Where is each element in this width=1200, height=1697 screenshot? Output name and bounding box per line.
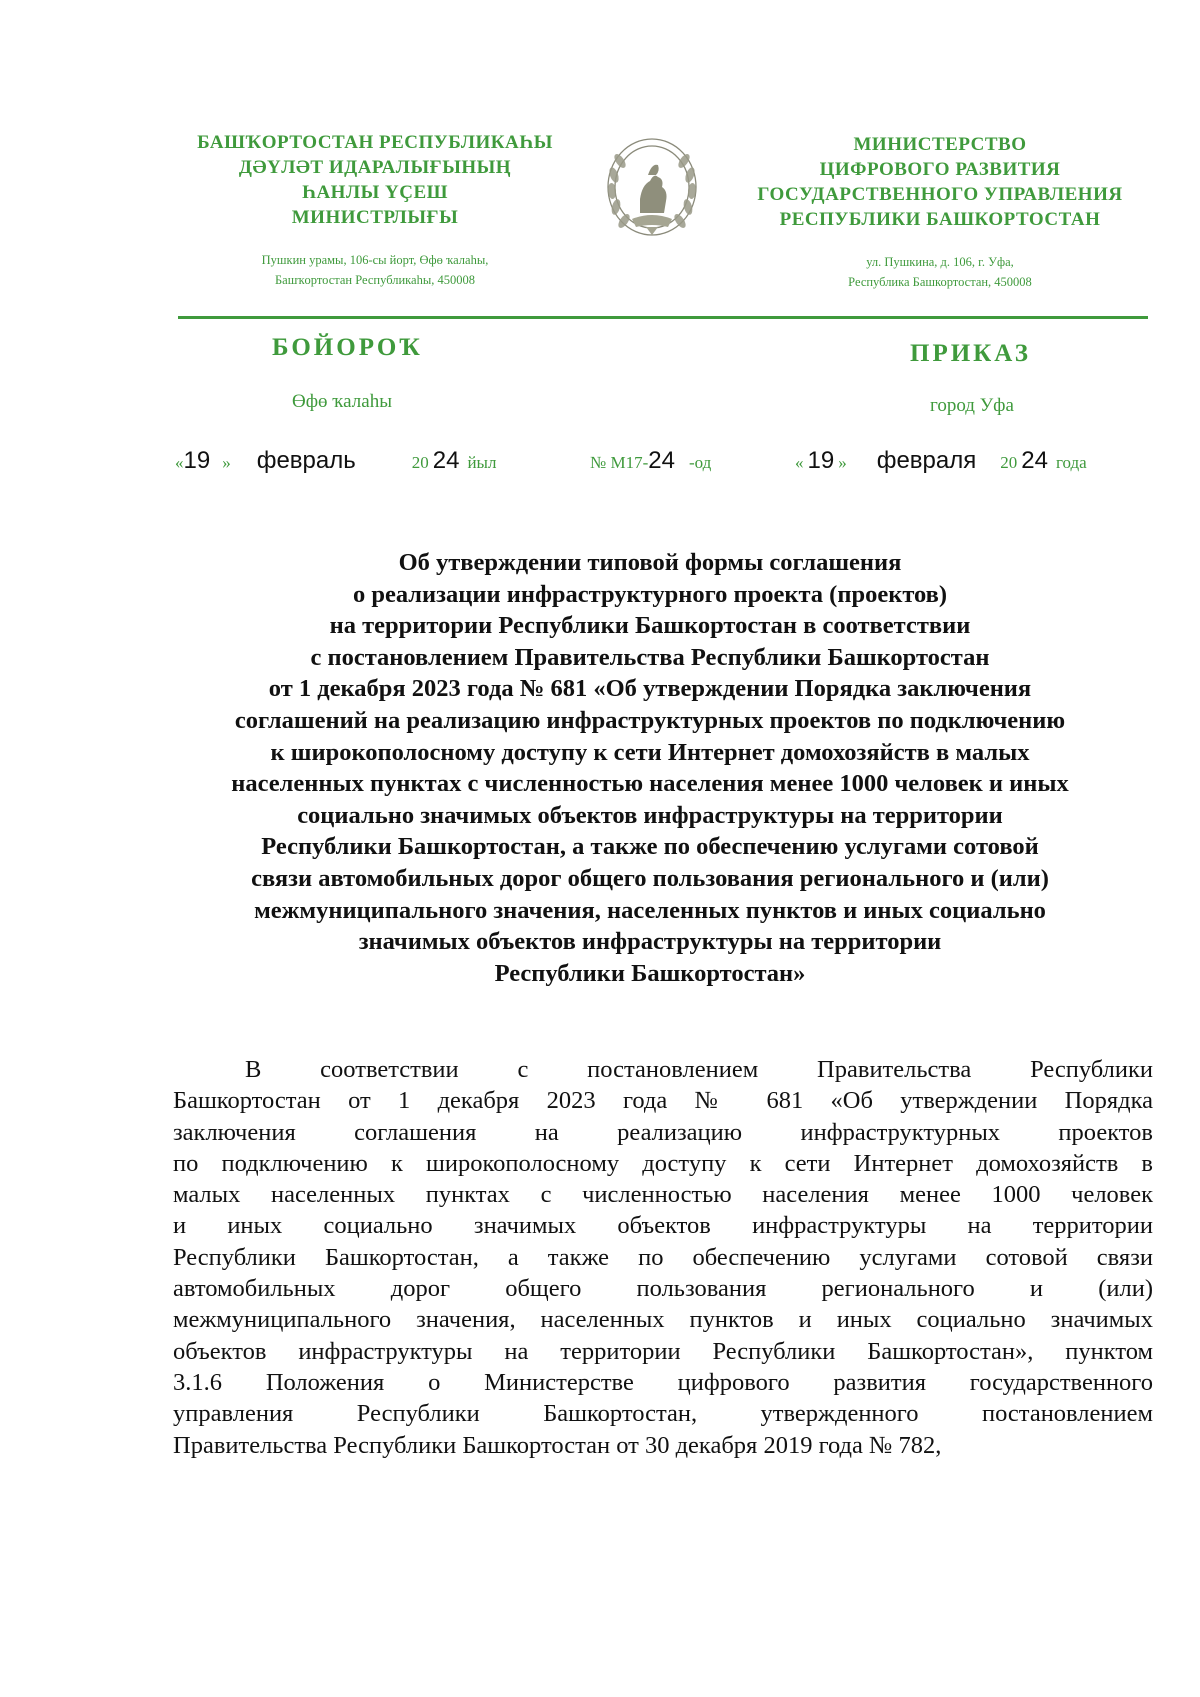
order-number bbox=[590, 447, 711, 477]
bashkortostan-emblem-icon bbox=[602, 135, 702, 243]
order-word-bashkir: БОЙОРОҠ bbox=[272, 334, 423, 361]
letterhead-right-address bbox=[730, 252, 1150, 292]
number-prefix: № М17- bbox=[590, 453, 649, 472]
quote-close: » bbox=[222, 453, 231, 472]
title-line: с постановлением Правительства Республики Башкортостан bbox=[310, 643, 990, 671]
body-paragraph bbox=[173, 1054, 1153, 1461]
year-prefix: 20 bbox=[1000, 453, 1018, 472]
title-line: социально значимых объектов инфраструктуры на территории bbox=[297, 801, 1003, 829]
number-suffix: -од bbox=[688, 453, 712, 472]
city-russian: город Уфа bbox=[930, 395, 1014, 416]
letterhead-right-org-line: ЦИФРОВОГО РАЗВИТИЯ bbox=[819, 159, 1061, 180]
title-line: на территории Республики Башкортостан в соответствии bbox=[329, 612, 971, 640]
body-line: управления Республики Башкортостан, утвержденного постановлением bbox=[173, 1400, 1153, 1428]
letterhead-right-org-line: МИНИСТЕРСТВО bbox=[853, 134, 1027, 155]
letterhead-right-org-line: ГОСУДАРСТВЕННОГО УПРАВЛЕНИЯ bbox=[757, 184, 1123, 205]
body-line: объектов инфраструктуры на территории Республики Башкортостан», пунктом bbox=[173, 1337, 1153, 1365]
address-line: Башҡортостан Республикаһы, 450008 bbox=[274, 273, 475, 287]
date-day: 19 bbox=[183, 447, 211, 474]
date-month: февраля bbox=[876, 447, 977, 474]
quote-open: « bbox=[175, 453, 184, 472]
title-line: к широкополосному доступу к сети Интернет домохозяйств в малых bbox=[270, 738, 1030, 766]
title-line: связи автомобильных дорог общего пользования регионального и (или) bbox=[251, 864, 1049, 892]
letterhead-left bbox=[175, 130, 575, 290]
address-line: Республика Башкортостан, 450008 bbox=[848, 275, 1032, 289]
year-prefix: 20 bbox=[411, 453, 429, 472]
address-line: Пушкин урамы, 106-сы йорт, Өфө ҡалаһы, bbox=[261, 253, 489, 267]
document-title bbox=[160, 547, 1140, 989]
body-line: 3.1.6 Положения о Министерстве цифрового развития государственного bbox=[173, 1368, 1153, 1396]
title-line: от 1 декабря 2023 года № 681 «Об утверждении Порядка заключения bbox=[268, 675, 1032, 703]
address-line: ул. Пушкина, д. 106, г. Уфа, bbox=[866, 255, 1014, 269]
letterhead-left-org-line: ДӘҮЛӘТ ИДАРАЛЫҒЫНЫҢ bbox=[238, 157, 512, 178]
body-line: В соответствии с постановлением Правительства Республики bbox=[245, 1056, 1153, 1083]
body-line: по подключению к широкополосному доступу к сети Интернет домохозяйств в bbox=[173, 1149, 1153, 1177]
quote-open: « bbox=[795, 453, 804, 472]
body-line: малых населенных пунктах с численностью населения менее 1000 человек bbox=[173, 1181, 1153, 1209]
year-word: года bbox=[1055, 453, 1087, 472]
title-line: о реализации инфраструктурного проекта (проектов) bbox=[352, 580, 948, 608]
body-line: межмуниципального значения, населенных пунктов и иных социально значимых bbox=[173, 1306, 1153, 1334]
date-bashkir bbox=[175, 447, 496, 477]
letterhead-left-address bbox=[175, 250, 575, 290]
body-line: Республики Башкортостан, а также по обеспечению услугами сотовой связи bbox=[173, 1243, 1153, 1271]
letterhead-right bbox=[730, 132, 1150, 292]
date-day: 19 bbox=[807, 447, 835, 474]
letterhead-left-org-line: БАШҠОРТОСТАН РЕСПУБЛИКАҺЫ bbox=[197, 132, 553, 153]
title-line: межмуниципального значения, населенных пунктов и иных социально bbox=[254, 896, 1046, 924]
date-month: февраль bbox=[256, 447, 356, 474]
year-suffix: 24 bbox=[1021, 447, 1048, 474]
letterhead-divider bbox=[178, 316, 1148, 319]
title-line: Об утверждении типовой формы соглашения bbox=[398, 549, 902, 576]
title-line: соглашений на реализацию инфраструктурных проектов по подключению bbox=[234, 706, 1066, 734]
city-bashkir: Өфө ҡалаһы bbox=[292, 391, 392, 412]
body-line: автомобильных дорог общего пользования регионального и (или) bbox=[173, 1275, 1153, 1303]
body-line: Правительства Республики Башкортостан от 30 декабря 2019 года № 782, bbox=[173, 1431, 942, 1459]
order-word-russian: ПРИКАЗ bbox=[910, 340, 1031, 367]
title-line: Республики Башкортостан, а также по обеспечению услугами сотовой bbox=[261, 833, 1039, 861]
number-value: 24 bbox=[648, 447, 675, 474]
quote-close: » bbox=[838, 453, 847, 472]
title-line: значимых объектов инфраструктуры на территории bbox=[358, 928, 942, 956]
date-russian bbox=[795, 447, 1087, 477]
letterhead-right-org-line: РЕСПУБЛИКИ БАШКОРТОСТАН bbox=[779, 209, 1101, 230]
letterhead-left-org-line: МИНИСТРЛЫҒЫ bbox=[291, 207, 459, 228]
body-line: Башкортостан от 1 декабря 2023 года № 681 «Об утверждении Порядка bbox=[173, 1087, 1153, 1115]
title-line: населенных пунктах с численностью населения менее 1000 человек и иных bbox=[231, 770, 1069, 798]
year-word: йыл bbox=[467, 453, 497, 472]
letterhead-left-org-line: ҺАНЛЫ ҮҪЕШ bbox=[302, 182, 448, 203]
title-line: Республики Башкортостан» bbox=[494, 959, 806, 987]
body-line: заключения соглашения на реализацию инфраструктурных проектов bbox=[173, 1118, 1153, 1146]
body-line: и иных социально значимых объектов инфраструктуры на территории bbox=[173, 1212, 1153, 1240]
year-suffix: 24 bbox=[432, 447, 460, 474]
